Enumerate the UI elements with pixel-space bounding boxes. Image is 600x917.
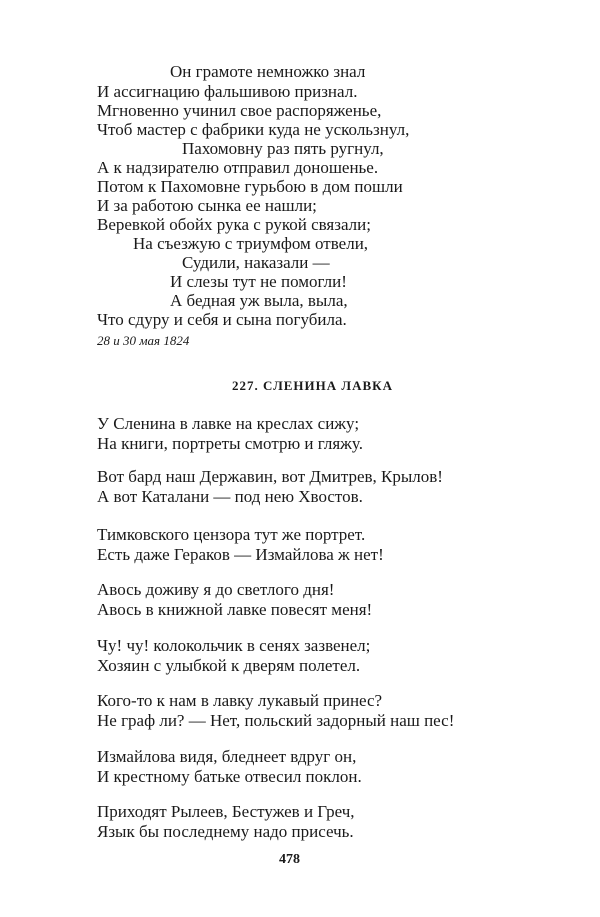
page-number: 478 [279, 852, 300, 867]
verse-line: И крестному батьке отвесил поклон. [97, 767, 362, 786]
verse-line: Хозяин с улыбкой к дверям полетел. [97, 656, 361, 675]
verse-line: А к надзирателю отправил доношенье. [97, 158, 379, 177]
verse-line: И слезы тут не помогли! [170, 272, 347, 291]
verse-line: Кого-то к нам в лавку лукавый принес? [97, 691, 383, 710]
verse-line: На книги, портреты смотрю и гляжу. [97, 434, 363, 453]
verse-line: Авось доживу я до светлого дня! [97, 580, 335, 599]
verse-line: Вот бард наш Державин, вот Дмитрев, Крылов! [97, 467, 443, 486]
verse-line: Авось в книжной лавке повесят меня! [97, 600, 373, 619]
verse-line: А бедная уж выла, выла, [170, 291, 348, 310]
verse-line: Мгновенно учинил свое распоряженье, [97, 101, 382, 120]
verse-line: На съезжую с триумфом отвели, [133, 234, 369, 253]
verse-line: У Сленина в лавке на креслах сижу; [97, 414, 360, 433]
verse-line: Тимковского цензора тут же портрет. [97, 525, 366, 544]
verse-line: Чу! чу! колокольчик в сенях зазвенел; [97, 636, 371, 655]
verse-line: Приходят Рылеев, Бестужев и Греч, [97, 802, 355, 821]
verse-line: Чтоб мастер с фабрики куда не ускользнул, [97, 120, 410, 139]
verse-line: Язык бы последнему надо присечь. [97, 822, 354, 841]
verse-line: Пахомовну раз пять ругнул, [182, 139, 384, 158]
poem-date: 28 и 30 мая 1824 [97, 333, 190, 348]
verse-line: Он грамоте немножко знал [170, 62, 366, 81]
verse-line: Измайлова видя, бледнеет вдруг он, [97, 747, 357, 766]
poem-title: 227. СЛЕНИНА ЛАВКА [232, 378, 393, 393]
verse-line: И ассигнацию фальшивою признал. [97, 82, 358, 101]
verse-line: Судили, наказали — [182, 253, 330, 272]
verse-line: Есть даже Гераков — Измайлова ж нет! [97, 545, 384, 564]
verse-line: Что сдуру и себя и сына погубила. [97, 310, 347, 329]
verse-line: Потом к Пахомовне гурьбою в дом пошли [97, 177, 403, 196]
verse-line: И за работою сынка ее нашли; [97, 196, 317, 215]
verse-line: Не граф ли? — Нет, польский задорный наш пес! [97, 711, 455, 730]
verse-line: А вот Каталани — под нею Хвостов. [97, 487, 363, 506]
verse-line: Веревкой обойх рука с рукой связали; [97, 215, 371, 234]
